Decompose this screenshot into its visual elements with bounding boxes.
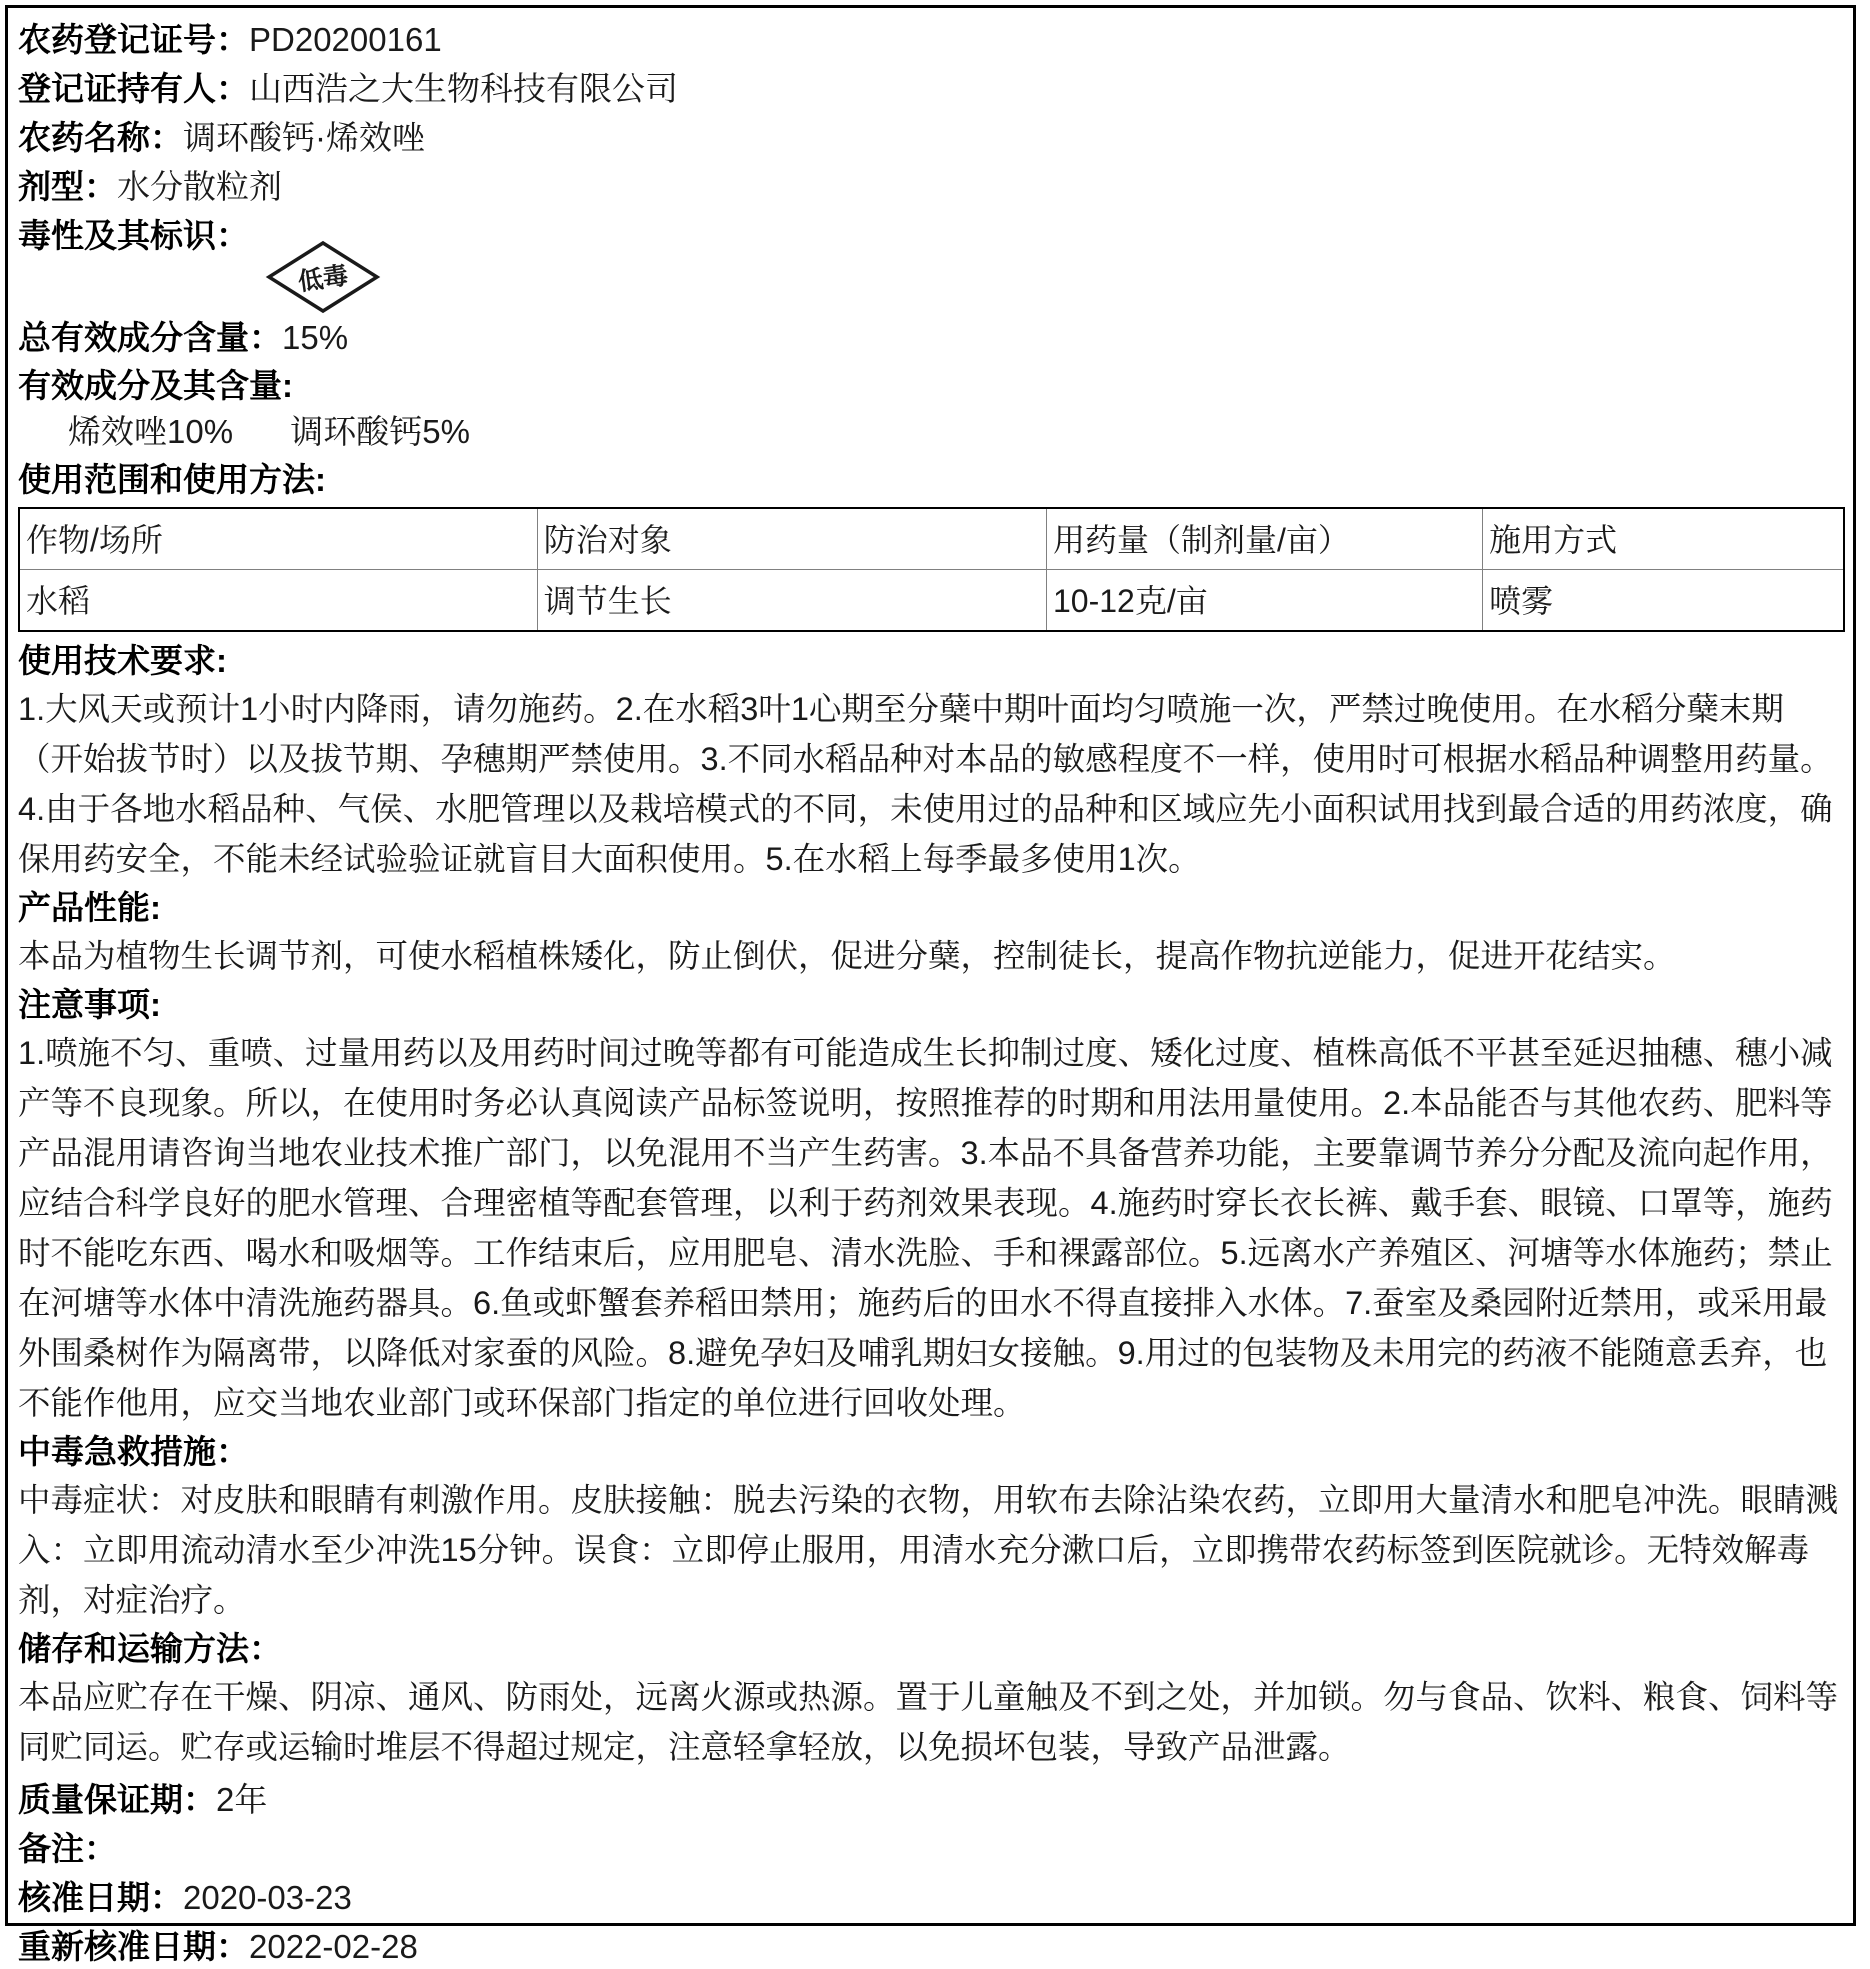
section-body: 本品为植物生长调节剂，可使水稻植株矮化，防止倒伏，促进分蘖，控制徒长，提高作物抗逆能力，促进开花结实。 <box>18 938 1676 974</box>
field-value: 2年 <box>216 1781 268 1818</box>
table-cell-crop: 水稻 <box>19 570 537 632</box>
section-heading: 储存和运输方法： <box>18 1630 282 1667</box>
section-heading: 中毒急救措施： <box>18 1433 249 1470</box>
field-label: 重新核准日期： <box>18 1928 249 1965</box>
field-value: 调环酸钙·烯效唑 <box>183 119 425 156</box>
field-registration-number <box>18 18 1845 62</box>
table-cell-target: 调节生长 <box>537 570 1046 632</box>
field-label: 毒性及其标识： <box>18 217 249 254</box>
field-label: 核准日期： <box>18 1879 183 1916</box>
ingredients-heading: 有效成分及其含量: <box>18 367 293 404</box>
field-formulation <box>18 165 1845 209</box>
field-toxicity <box>18 214 1845 316</box>
field-value: 15% <box>282 319 349 356</box>
usage-heading: 使用范围和使用方法: <box>18 461 326 498</box>
table-cell-method: 喷雾 <box>1483 570 1844 632</box>
field-label: 备注： <box>18 1830 117 1867</box>
field-pesticide-name <box>18 116 1845 160</box>
field-value: 山西浩之大生物科技有限公司 <box>249 70 678 107</box>
field-label: 总有效成分含量： <box>18 319 282 356</box>
table-cell-dosage: 10-12克/亩 <box>1046 570 1482 632</box>
section-heading: 使用技术要求: <box>18 642 227 679</box>
usage-table <box>18 507 1845 632</box>
field-approval-date <box>18 1876 1845 1920</box>
section-body: 本品应贮存在干燥、阴凉、通风、防雨处，远离火源或热源。置于儿童触及不到之处，并加锁。勿与食品、饮料、粮食、饲料等同贮同运。贮存或运输时堆层不得超过规定，注意轻拿轻放，以免损坏包装，导致产品泄露。 <box>18 1679 1839 1765</box>
section-body: 1.大风天或预计1小时内降雨，请勿施药。2.在水稻3叶1心期至分蘖中期叶面均匀喷施一次，严禁过晚使用。在水稻分蘖末期（开始拔节时）以及拔节期、孕穗期严禁使用。3.不同水稻品种对本品的敏感程度不一样，使用时可根据水稻品种调整用药量。4.由于各地水稻品种、气侯、水肥管理以及栽培模式的不同，未使用过的品种和区域应先小面积试用找到最合适的用药浓度，确保用药安全，不能未经试验验证就盲目大面积使用。5.在水稻上每季最多使用1次。 <box>18 691 1833 877</box>
field-remarks <box>18 1827 1845 1871</box>
field-label: 农药登记证号： <box>18 21 249 58</box>
section-usage-requirements <box>18 640 1845 884</box>
usage-table-header-row <box>19 508 1844 570</box>
low-toxicity-diamond-icon <box>265 240 381 325</box>
field-certificate-holder <box>18 67 1845 111</box>
section-storage-transport <box>18 1628 1845 1772</box>
field-reapproval-date <box>18 1925 1845 1969</box>
section-precautions <box>18 984 1845 1428</box>
toxicity-badge-text: 低毒 <box>296 261 350 297</box>
field-label: 质量保证期： <box>18 1781 216 1818</box>
field-value: 水分散粒剂 <box>117 168 282 205</box>
field-label: 剂型： <box>18 168 117 205</box>
section-product-performance <box>18 887 1845 981</box>
table-header-cell: 防治对象 <box>537 508 1046 570</box>
section-heading: 产品性能: <box>18 889 161 926</box>
table-header-cell: 作物/场所 <box>19 508 537 570</box>
field-value: PD20200161 <box>249 21 442 58</box>
field-label: 农药名称： <box>18 119 183 156</box>
usage-table-data-row <box>19 570 1844 632</box>
section-body: 1.喷施不匀、重喷、过量用药以及用药时间过晚等都有可能造成生长抑制过度、矮化过度、植株高低不平甚至延迟抽穗、穗小减产等不良现象。所以，在使用时务必认真阅读产品标签说明，按照推荐的时期和用法用量使用。2.本品能否与其他农药、肥料等产品混用请咨询当地农业技术推广部门，以免混用不当产生药害。3.本品不具备营养功能，主要靠调节养分分配及流向起作用，应结合科学良好的肥水管理、合理密植等配套管理，以利于药剂效果表现。4.施药时穿长衣长裤、戴手套、眼镜、口罩等，施药时不能吃东西、喝水和吸烟等。工作结束后，应用肥皂、清水洗脸、手和裸露部位。5.远离水产养殖区、河塘等水体施药；禁止在河塘等水体中清洗施药器具。6.鱼或虾蟹套养稻田禁用；施药后的田水不得直接排入水体。7.蚕室及桑园附近禁用，或采用最外围桑树作为隔离带，以降低对家蚕的风险。8.避免孕妇及哺乳期妇女接触。9.用过的包装物及未用完的药液不能随意丢弃，也不能作他用，应交当地农业部门或环保部门指定的单位进行回收处理。 <box>18 1035 1833 1421</box>
field-value: 2022-02-28 <box>249 1928 418 1965</box>
table-header-cell: 用药量（制剂量/亩） <box>1046 508 1482 570</box>
section-poisoning-first-aid <box>18 1431 1845 1625</box>
field-quality-guarantee <box>18 1778 1845 1822</box>
table-header-cell: 施用方式 <box>1483 508 1844 570</box>
field-label: 登记证持有人： <box>18 70 249 107</box>
ingredient-item: 烯效唑10% <box>68 413 234 450</box>
field-value: 2020-03-23 <box>183 1879 352 1916</box>
pesticide-registration-document <box>5 5 1856 1965</box>
field-total-active-content <box>18 316 1845 360</box>
ingredient-item: 调环酸钙5% <box>290 413 470 450</box>
section-body: 中毒症状：对皮肤和眼睛有刺激作用。皮肤接触：脱去污染的衣物，用软布去除沾染农药，立即用大量清水和肥皂冲洗。眼睛溅入：立即用流动清水至少冲洗15分钟。误食：立即停止服用，用清水充分漱口后，立即携带农药标签到医院就诊。无特效解毒剂，对症治疗。 <box>18 1482 1839 1618</box>
ingredients-line <box>68 409 1845 455</box>
section-heading: 注意事项: <box>18 986 161 1023</box>
